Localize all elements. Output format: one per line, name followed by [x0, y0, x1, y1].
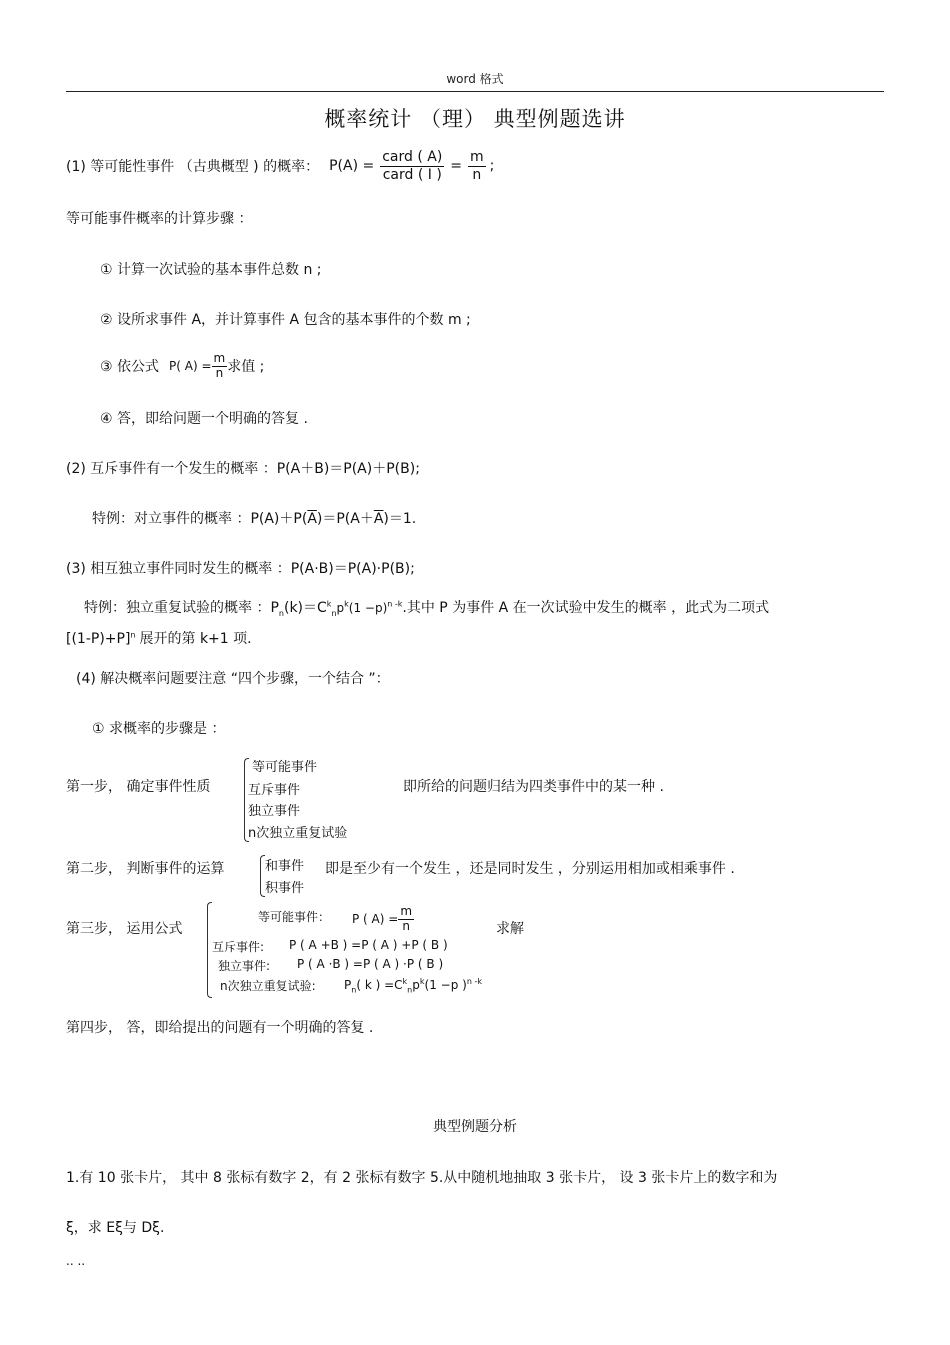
header-rule — [66, 91, 884, 92]
s1-den1: card ( I ) — [382, 166, 442, 183]
s2ex-abar2: $\overline{A}$ — [373, 511, 384, 527]
s3ex-nk: n -k — [387, 599, 403, 609]
page-title: 概率统计 （理） 典型例题选讲 — [324, 107, 626, 131]
stepA-item-1: 互斥事件 — [248, 783, 301, 798]
stepA-item-2: 独立事件 — [248, 804, 301, 819]
stepC-r4-a: P — [344, 978, 352, 992]
stepC-r1-num: m — [400, 903, 413, 918]
stepC-r2-formula: P ( A +B ) =P ( A ) +P ( B ) — [289, 938, 448, 952]
s3ex-c: p — [336, 601, 345, 615]
stepB-note: 即是至少有一个发生 ，还是同时发生 ，分别运用相加或相乘事件 . — [325, 861, 735, 877]
stepB-item-0: 和事件 — [265, 859, 305, 874]
s1-pa: P(A) = — [329, 158, 375, 174]
s2ex-a: 特例：对立事件的概率 ：P(A)＋P( — [92, 511, 308, 527]
s2ex-b: )＝P(A＋ — [316, 511, 374, 527]
stepC-r1-fraction — [398, 905, 414, 934]
stepC-lead: 第三步， 运用公式 — [66, 921, 183, 937]
formula-exclusive: (2) 互斥事件有一个发生的概率 ：P(A＋B)＝P(A)＋P(B); — [66, 461, 420, 477]
s3ex-k2: k — [344, 599, 349, 609]
formula-independent: (3) 相互独立事件同时发生的概率 ：P(A·B)＝P(A)·P(B); — [66, 561, 415, 577]
s3ex-a: 特例：独立重复试验的概率 ：P — [84, 600, 279, 616]
stepC-note: 求解 — [496, 921, 524, 937]
s3ex2-a: [(1-P)+P] — [66, 631, 131, 647]
stepB-item-1: 积事件 — [265, 881, 305, 896]
s1-eq: = — [450, 158, 463, 174]
s1-fraction-card — [380, 149, 444, 182]
stepB-lead: 第二步， 判断事件的运算 — [66, 861, 225, 877]
step-3 — [100, 346, 264, 386]
stepC-r4-c: p — [412, 978, 420, 992]
step3-pa: P( A) = — [169, 359, 212, 373]
s1-num1: card ( A) — [382, 149, 443, 166]
stepC-r4-label: n次独立重复试验: — [220, 979, 316, 993]
stepC-r4-formula — [344, 977, 482, 994]
stepC-r3-formula: P ( A ·B ) =P ( A ) ·P ( B ) — [297, 957, 444, 971]
section-4-item-1: ① 求概率的步骤是 ： — [92, 721, 226, 737]
stepC-r4-n1: n — [407, 985, 413, 995]
question-1-line-1: 1.有 10 张卡片， 其中 8 张标有数字 2，有 2 张标有数字 5.从中随机地抽取 3 张卡片， 设 3 张卡片上的数字和为 — [66, 1170, 778, 1186]
stepC-r4-b: ( k ) =C — [356, 978, 403, 992]
stepC-r4-n: n — [351, 985, 357, 995]
s3ex-b: (k)＝C — [283, 600, 327, 616]
stepC-r2-label: 互斥事件: — [212, 940, 265, 954]
question-1-line-2: ξ，求 Eξ与 Dξ. — [66, 1220, 165, 1236]
stepA-note: 即所给的问题归结为四类事件中的某一种 . — [403, 779, 664, 795]
page-header: word 格式 — [446, 72, 504, 86]
step3-tail: 求值 ; — [227, 359, 265, 375]
step3-lead: ③ 依公式 — [100, 359, 160, 375]
stepC-r4-k2: k — [419, 977, 425, 986]
section-title-examples: 典型例题分析 — [433, 1119, 517, 1135]
stepC-r1-formula — [352, 904, 414, 934]
step3-den: n — [215, 365, 224, 380]
step3-num: m — [213, 350, 226, 365]
s3ex-n1: n — [331, 608, 337, 618]
s1-lead: (1) 等可能性事件 （古典概型 ) 的概率： — [66, 159, 320, 175]
s1-end: ; — [489, 158, 495, 174]
s3ex-d: (1 −p) — [348, 601, 388, 615]
s3ex-n: n — [278, 608, 284, 618]
stepA-lead: 第一步， 确定事件性质 — [66, 779, 211, 795]
s3ex-k1: k — [326, 599, 332, 609]
s1-num2: m — [470, 149, 484, 166]
stepC-r4-d: (1 −p ) — [424, 978, 467, 992]
stepC-r4-nk: n -k — [466, 977, 482, 986]
step3-fraction — [212, 352, 228, 381]
stepA-item-3: n次独立重复试验 — [248, 826, 348, 841]
page-footer: .. .. — [66, 1254, 86, 1268]
s3ex-e: .其中 P 为事件 A 在一次试验中发生的概率 ，此式为二项式 — [402, 600, 770, 616]
s2ex-c: )＝1. — [383, 511, 417, 527]
stepC-r3-label: 独立事件: — [218, 959, 271, 973]
step-2: ② 设所求事件 A，并计算事件 A 包含的基本事件的个数 m ; — [100, 312, 471, 328]
formula-binomial — [84, 597, 769, 618]
s1-den2: n — [472, 166, 482, 183]
s3ex2-n: n — [130, 630, 136, 640]
section-4-title: (4) 解决概率问题要注意 “四个步骤，一个结合 ”： — [76, 671, 390, 687]
s1-fraction-mn — [468, 149, 486, 182]
s3ex2-b: 展开的第 k+1 项. — [139, 631, 252, 647]
stepC-r4-k1: k — [402, 977, 408, 986]
formula-equiprobable — [66, 146, 494, 186]
s2ex-abar: $\overline{A}$ — [307, 511, 317, 527]
formula-binomial-cont — [66, 628, 252, 648]
step-1: ① 计算一次试验的基本事件总数 n ; — [100, 262, 322, 278]
stepC-r1-label: 等可能事件： — [258, 910, 331, 924]
stepC-r1-pa: P ( A) = — [352, 912, 399, 926]
step-4: ④ 答，即给问题一个明确的答复 . — [100, 411, 308, 427]
steps-title: 等可能事件概率的计算步骤 ： — [66, 211, 253, 227]
stepD: 第四步， 答，即给提出的问题有一个明确的答复 . — [66, 1020, 374, 1036]
stepC-r1-den: n — [402, 918, 410, 933]
stepA-item-0: 等可能事件 — [252, 760, 318, 775]
formula-complement — [92, 508, 416, 528]
